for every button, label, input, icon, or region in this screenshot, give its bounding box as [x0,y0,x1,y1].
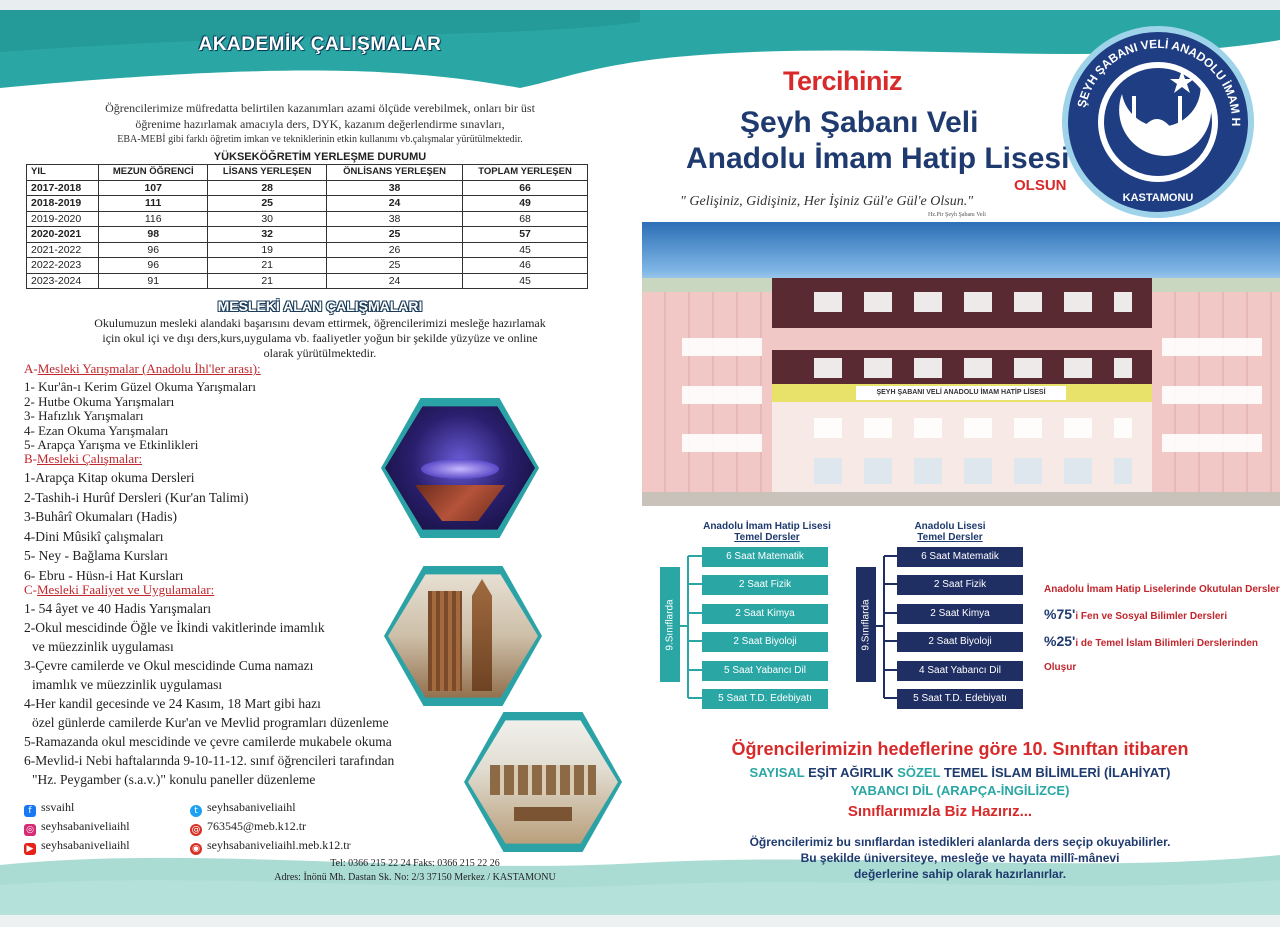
aihl-course: 2 Saat Biyoloji [702,632,828,652]
vocational-title: MESLEKİ ALAN ÇALIŞMALARI [217,298,423,314]
list-item: özel günlerde camilerde Kur'an ve Mevlid programları düzenleme [32,715,389,730]
al-course: 5 Saat T.D. Edebiyatı [897,689,1023,709]
column-header: ÖNLİSANS YERLEŞEN [327,165,463,181]
table-cell: 25 [208,196,327,212]
table-cell: 19 [208,242,327,258]
vocational-intro-line: Okulumuzun mesleki alandaki başarısını devam ettirmek, öğrencilerimizi mesleğe hazırlamak [94,316,546,330]
note-pct2: %25' [1044,633,1076,649]
table-row [27,196,588,212]
section-b [24,451,404,585]
table-row [27,273,588,289]
section-b-title: Mesleki Çalışmalar: [37,451,143,466]
vocational-intro [40,316,600,361]
table-cell: 26 [327,242,463,258]
goals-headline: Öğrencilerimizin hedeflerine göre 10. Sınıftan itibaren [731,739,1189,759]
placement-table-title: YÜKSEKÖĞRETİM YERLEŞME DURUMU [213,151,427,163]
list-item: imamlık ve müezzinlik uygulaması [32,677,223,692]
table-cell: 38 [327,211,463,227]
school-logo [1060,24,1256,220]
academic-intro-line: öğrenime hazırlamak amacıyla ders, DYK, kazanım değerlendirme sınavları, [135,117,505,131]
list-item: 2-Okul mescidinde Öğle ve İkindi vakitlerinde imamlık [24,620,325,635]
al-course: 2 Saat Fizik [897,575,1023,595]
social-email[interactable] [190,817,351,836]
field-dil: YABANCI DİL (ARAPÇA-İNGİLİZCE) [850,783,1070,798]
table-cell: 21 [208,273,327,289]
table-cell: 24 [327,196,463,212]
table-cell: 111 [99,196,208,212]
column-header: YIL [27,165,99,181]
table-cell: 2022-2023 [27,258,99,274]
quran-stand-photo [385,401,535,535]
aihl-title-line1: Anadolu İmam Hatip Lisesi [703,521,831,532]
table-cell: 2020-2021 [27,227,99,243]
al-grade-label [856,567,876,682]
list-item: ve müezzinlik uygulaması [32,639,174,654]
aihl-course: 5 Saat T.D. Edebiyatı [702,689,828,709]
list-item: 3-Buhârî Okumaları (Hadis) [24,509,177,524]
table-cell: 25 [327,227,463,243]
youtube-icon: ▶ [24,843,36,855]
closing-text [720,834,1200,882]
al-title-line2: Temel Dersler [917,532,983,543]
mosque-minbar-photo [388,569,538,703]
section-a-list [24,380,404,453]
aihl-grade-label [660,567,680,682]
note-line1: Anadolu İmam Hatip Liselerinde Okutulan Dersler [1044,584,1280,595]
academic-intro [70,100,570,148]
list-item: 3-Çevre camilerde ve Okul mescidinde Cuma namazı [24,658,314,673]
table-cell: 46 [463,258,588,274]
contact-phone: Tel: 0366 215 22 24 Faks: 0366 215 22 26 [330,858,500,869]
facebook-icon: f [24,805,36,817]
aihl-course: 5 Saat Yabancı Dil [702,661,828,681]
social-web[interactable] [190,836,351,855]
table-cell: 57 [463,227,588,243]
social-right [190,798,351,855]
list-item: 1- Kur'ân-ı Kerim Güzel Okuma Yarışmaları [24,379,256,394]
closing-line1: Öğrencilerimiz bu sınıflardan istedikleri alanlarda ders seçip okuyabilirler. [749,835,1171,849]
table-cell: 2023-2024 [27,273,99,289]
list-item: 4-Her kandil gecesinde ve 24 Kasım, 18 Mart gibi hazı [24,696,321,711]
table-cell: 25 [327,258,463,274]
table-cell: 2018-2019 [27,196,99,212]
logo-ring-label: ŞEYH ŞABANI VELİ ANADOLU İMAM H [1074,36,1244,127]
list-item: 5- Arapça Yarışma ve Etkinlikleri [24,437,199,452]
table-row [27,242,588,258]
section-a [24,361,404,453]
table-cell: 107 [99,180,208,196]
table-cell: 32 [208,227,327,243]
social-left [24,798,130,855]
field-esit: EŞİT AĞIRLIK [808,765,894,780]
logo-city: KASTAMONU [1122,192,1194,204]
section-a-prefix: A- [24,361,38,376]
column-header: MEZUN ÖĞRENCİ [99,165,208,181]
al-course: 4 Saat Yabancı Dil [897,661,1023,681]
vocational-intro-line: için okul içi ve dışı ders,kurs,uygulama vb. faaliyetler yoğun bir şekilde yüzyüze ve online [102,331,538,345]
note-line2: i Fen ve Sosyal Bilimler Dersleri [1075,611,1228,622]
library-photo [468,715,618,849]
web-address: seyhsabaniveliaihl.meb.k12.tr [207,838,351,852]
academic-title: AKADEMİK ÇALIŞMALAR [198,34,442,55]
instagram-icon: ◎ [24,824,36,836]
email-icon: @ [191,825,201,835]
vocational-intro-line: olarak yürütülmektedir. [263,346,377,360]
table-row [27,227,588,243]
list-item: 1- 54 âyet ve 40 Hadis Yarışmaları [24,601,212,616]
table-cell: 2019-2020 [27,211,99,227]
table-cell: 2017-2018 [27,180,99,196]
twitter-icon: t [190,805,202,817]
social-instagram[interactable] [24,817,130,836]
school-name-line1: Şeyh Şabanı Veli [740,106,979,139]
table-cell: 2021-2022 [27,242,99,258]
quote-source: Hz.Pir Şeyh Şabanı Veli [928,212,986,218]
section-c-heading [24,582,474,598]
list-item: 5-Ramazanda okul mescidinde ve çevre camilerde mukabele okuma [24,734,392,749]
al-grade-text: 9.Sınıflarda [860,598,872,651]
field-tib: TEMEL İSLAM BİLİMLERİ (İLAHİYAT) [943,765,1171,780]
table-cell: 30 [208,211,327,227]
table-cell: 45 [463,242,588,258]
closing-line2: Bu şekilde üniversiteye, mesleğe ve hayata millî-mânevi [800,851,1120,865]
quran-stand-photo-frame [381,398,539,538]
field-sozel: SÖZEL [897,765,941,780]
social-youtube[interactable] [24,836,130,855]
contact-info [200,857,630,885]
social-twitter[interactable] [190,798,351,817]
note-pct1: %75' [1044,606,1076,622]
al-title-line1: Anadolu Lisesi [914,521,986,532]
olsun-text: OLSUN [1014,177,1067,194]
table-header-row [27,165,588,181]
section-a-heading [24,361,404,377]
table-cell: 68 [463,211,588,227]
list-item: 1-Arapça Kitap okuma Dersleri [24,470,195,485]
study-fields [720,764,1200,800]
ready-slogan: Sınıflarımızla Biz Hazırız... [847,803,1033,820]
list-item: 3- Hafızlık Yarışmaları [24,408,144,423]
list-item: 4- Ezan Okuma Yarışmaları [24,422,169,438]
school-name-line2: Anadolu İmam Hatip Lisesi [686,142,1070,175]
youtube-handle: seyhsabaniveliaihl [41,838,130,852]
aihl-title-line2: Temel Dersler [734,532,800,543]
table-cell: 49 [463,196,588,212]
table-cell: 66 [463,180,588,196]
curriculum-note [1044,578,1280,680]
al-curriculum-title [890,521,1010,543]
list-item: 5- Ney - Bağlama Kursları [24,548,168,563]
section-a-title: Mesleki Yarışmalar (Anadolu İhl'ler arası): [37,361,261,376]
list-item: 4-Dini Mûsikî çalışmaları [24,528,164,544]
section-b-heading [24,451,404,467]
table-cell: 28 [208,180,327,196]
table-cell: 91 [99,273,208,289]
section-b-list [24,468,404,585]
field-sayisal: SAYISAL [749,765,805,780]
academic-intro-line: Öğrencilerimize müfredatta belirtilen kazanımları azami ölçüde verebilmek, onları bir üst [105,101,535,115]
facebook-handle: ssvaihl [41,800,75,814]
section-b-prefix: B- [24,451,37,466]
aihl-course: 6 Saat Matematik [702,547,828,567]
contact-address: Adres: İnönü Mh. Dastan Sk. No: 2/3 37150 Merkez / KASTAMONU [274,872,556,883]
aihl-course: 2 Saat Kimya [702,604,828,624]
table-cell: 96 [99,242,208,258]
section-c-prefix: C- [24,582,37,597]
logo-ring-text [1060,24,1256,220]
table-cell: 116 [99,211,208,227]
twitter-handle: seyhsabaniveliaihl [207,800,296,814]
placement-table [26,164,588,289]
al-course: 2 Saat Biyoloji [897,632,1023,652]
quote-text: " Gelişiniz, Gidişiniz, Her İşiniz Gül'e Gül'e Olsun." [680,194,974,209]
building-sign: ŞEYH ŞABANI VELİ ANADOLU İMAM HATİP LİSESİ [856,386,1066,400]
table-row [27,180,588,196]
table-cell: 21 [208,258,327,274]
list-item: 6-Mevlid-i Nebi haftalarında 9-10-11-12. sınıf öğrencileri tarafından [24,753,395,768]
al-connector-lines [876,546,902,712]
closing-line3: değerlerine sahip olarak hazırlanırlar. [853,867,1067,881]
table-cell: 96 [99,258,208,274]
table-row [27,258,588,274]
library-photo-frame [464,712,622,852]
globe-icon: ◉ [190,843,202,855]
list-item: 2-Tashih-i Hurûf Dersleri (Kur'an Talimi) [24,489,249,505]
instagram-handle: seyhsabaniveliaihl [41,819,130,833]
table-cell: 45 [463,273,588,289]
school-building-photo [642,222,1280,512]
list-item: 6- Ebru - Hüsn-i Hat Kursları [24,567,184,583]
table-row [27,211,588,227]
table-cell: 24 [327,273,463,289]
list-item: 2- Hutbe Okuma Yarışmaları [24,393,175,409]
email-address: 763545@meb.k12.tr [207,819,307,833]
social-facebook[interactable] [24,798,130,817]
column-header: TOPLAM YERLEŞEN [463,165,588,181]
logo-year: 2017 [1147,144,1169,154]
svg-text:ŞEYH ŞABANI VELİ ANADOLU İMAM [1060,24,1243,126]
table-cell: 38 [327,180,463,196]
aihl-grade-text: 9.Sınıflarda [664,598,676,651]
section-c-title: Mesleki Faaliyet ve Uygulamalar: [37,582,215,597]
aihl-course: 2 Saat Fizik [702,575,828,595]
list-item: "Hz. Peygamber (s.a.v.)" konulu paneller düzenleme [32,772,316,787]
column-header: LİSANS YERLEŞEN [208,165,327,181]
tercihiniz-heading: Tercihiniz [783,66,903,96]
aihl-curriculum-title [692,521,842,543]
note-line3: i de Temel İslam Bilimleri Derslerinden Oluşur [1044,638,1259,673]
table-cell: 98 [99,227,208,243]
al-course: 6 Saat Matematik [897,547,1023,567]
aihl-connector-lines [680,546,706,712]
academic-intro-line: EBA-MEBİ gibi farklı öğretim imkan ve tekniklerinin etkin kullanımı vb.çalışmalar yürütülmektedir. [117,134,523,145]
al-course: 2 Saat Kimya [897,604,1023,624]
